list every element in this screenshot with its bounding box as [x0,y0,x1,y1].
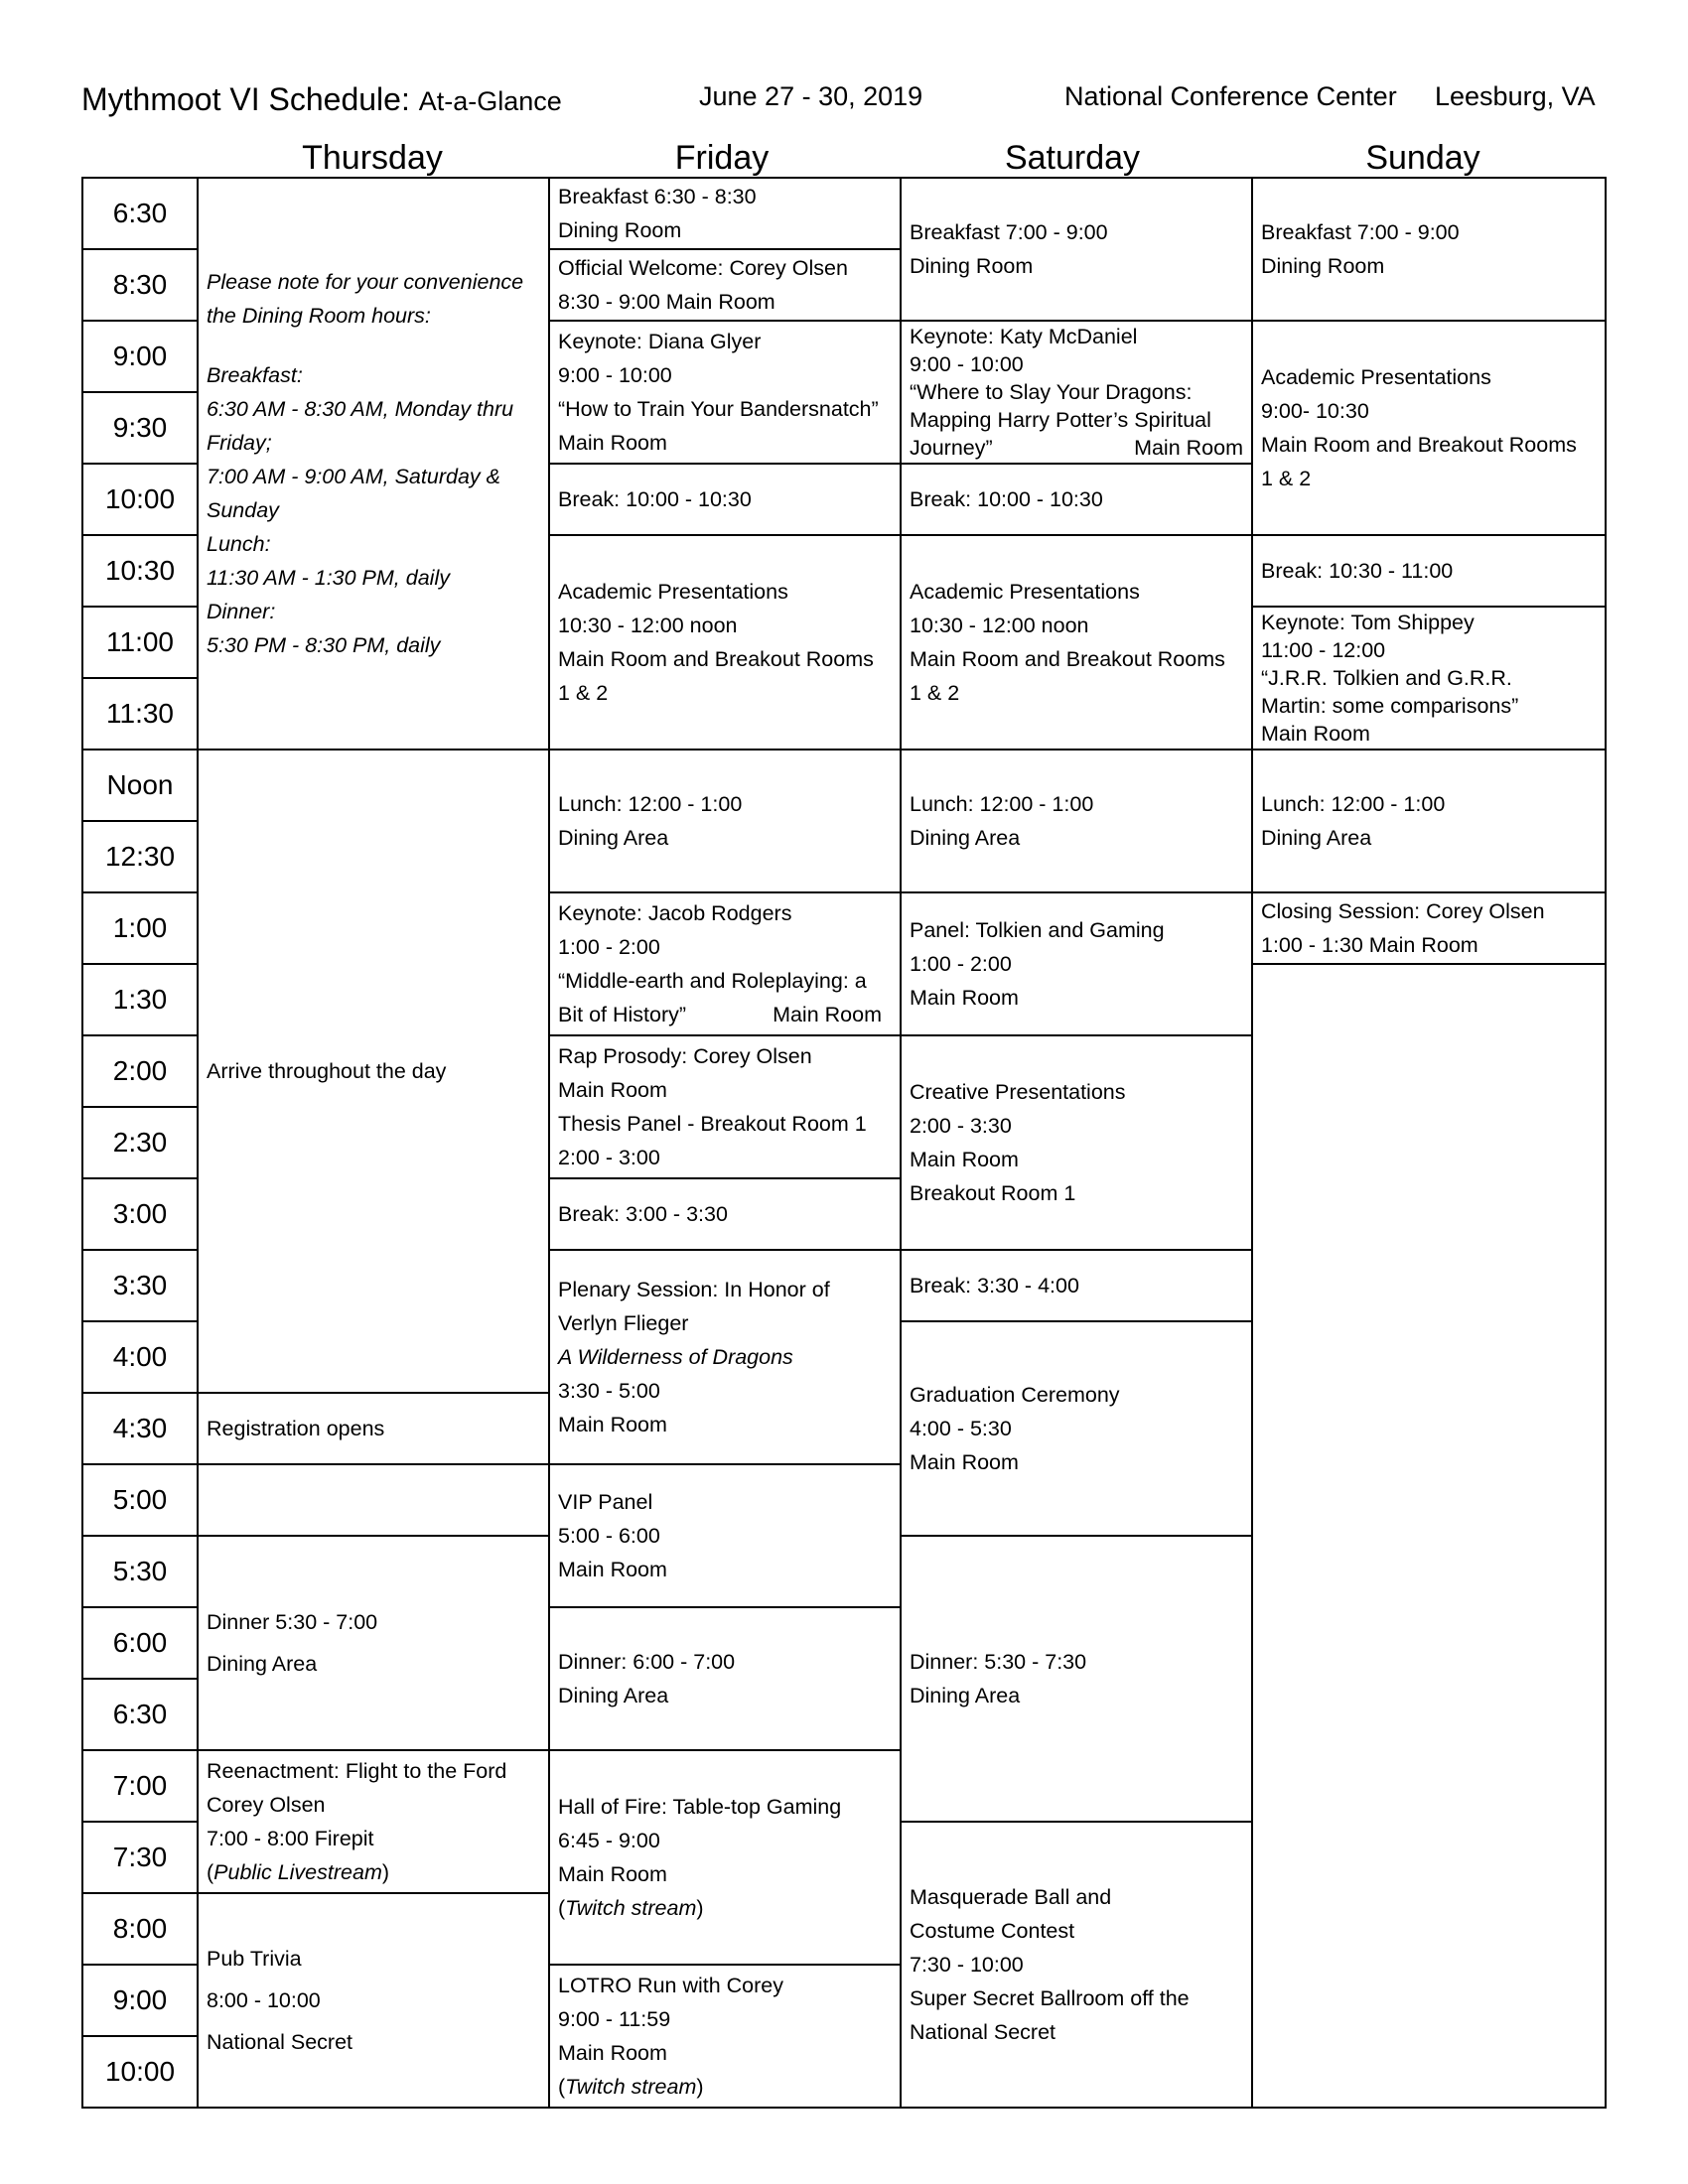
time-slot: 8:00 [81,1892,199,1966]
event-text: Pub Trivia [207,1947,302,1971]
event-text: Keynote: Tom Shippey [1261,611,1475,634]
event-text: “Where to Slay Your Dragons: [910,380,1193,404]
thursday-dining-note [197,177,550,751]
time-slot: 10:30 [81,534,199,608]
note-line: Sunday [207,498,279,522]
event-text: 1 & 2 [558,681,609,705]
note-line: Lunch: [207,532,271,556]
event-text [207,1855,540,1889]
event-text: Breakfast 6:30 - 8:30 [558,185,757,208]
saturday-breakfast [900,177,1253,322]
friday-dinner [548,1606,902,1751]
event-text: Dining Area [910,1684,1021,1707]
friday-keynote-glyer [548,320,902,465]
event-text: Dinner: 6:00 - 7:00 [558,1650,736,1674]
event-text: Dining Area [910,826,1021,850]
event-text: Dining Room [558,218,682,242]
event-text [558,2070,892,2104]
event-text: Keynote: Katy McDaniel [910,325,1138,348]
event-text: Break: 3:00 - 3:30 [558,1202,728,1226]
event-text: A Wilderness of Dragons [558,1345,793,1369]
event-text: 9:00 - 11:59 [558,2007,671,2031]
time-slot: 9:30 [81,391,199,465]
event-text: Rap Prosody: Corey Olsen [558,1044,812,1068]
sunday-closing [1251,891,1607,965]
time-slot: 9:00 [81,1964,199,2037]
note-line: the Dining Room hours: [207,304,431,328]
event-text: 10:30 - 12:00 noon [558,614,738,637]
time-slot: 4:00 [81,1320,199,1394]
event-text: Reenactment: Flight to the Ford [207,1759,507,1783]
event-text: 11:00 - 12:00 [1261,638,1386,662]
stream-note: Public Livestream [213,1860,382,1884]
sunday-breakfast [1251,177,1607,322]
event-text: Main Room [558,1558,667,1581]
event-dates: June 27 - 30, 2019 [699,81,923,111]
event-text: Keynote: Diana Glyer [558,330,762,353]
time-slot: 11:00 [81,606,199,679]
note-line: 7:00 AM - 9:00 AM, Saturday & [207,465,500,488]
event-text: Hall of Fire: Table-top Gaming [558,1795,842,1819]
event-text: Lunch: 12:00 - 1:00 [558,792,743,816]
saturday-break-2 [900,1249,1253,1322]
event-text: Main Room and Breakout Rooms [910,647,1225,671]
saturday-keynote-mcdaniel [900,320,1253,465]
event-text [558,1891,892,1925]
time-slot: 8:30 [81,248,199,322]
day-header-friday: Friday [674,139,770,177]
event-text: Verlyn Flieger [558,1311,689,1335]
stream-note: Twitch stream [565,2075,697,2099]
event-text: Main Room and Breakout Rooms [558,647,874,671]
event-text: Dinner 5:30 - 7:00 [207,1610,378,1634]
note-line: 6:30 AM - 8:30 AM, Monday thru [207,397,514,421]
saturday-masquerade [900,1821,1253,2109]
event-city: Leesburg, VA [1435,81,1596,111]
event-text: Super Secret Ballroom off the [910,1986,1190,2010]
event-text: Main Room [910,1148,1019,1171]
time-slot: 9:00 [81,320,199,393]
event-text: “How to Train Your Bandersnatch” [558,397,879,421]
saturday-creative [900,1034,1253,1251]
event-text: National Secret [910,2020,1055,2044]
friday-plenary [548,1249,902,1465]
thursday-dinner [197,1535,550,1751]
title-text: Mythmoot VI Schedule: [81,81,410,117]
event-text: “Middle-earth and Roleplaying: a [558,969,867,993]
event-text: 1:00 - 1:30 Main Room [1261,933,1478,957]
event-text: Registration opens [207,1417,385,1440]
event-text: Main Room [558,1078,667,1102]
event-text: 4:00 - 5:30 [910,1417,1012,1440]
event-text: Breakfast 7:00 - 9:00 [910,220,1108,244]
event-text: Main Room [558,1413,667,1436]
friday-rap-prosody [548,1034,902,1179]
event-text: 1:00 - 2:00 [558,935,660,959]
event-text: Corey Olsen [207,1793,326,1817]
event-text: Graduation Ceremony [910,1383,1120,1407]
event-text: Breakfast 7:00 - 9:00 [1261,220,1460,244]
thursday-reenactment [197,1749,550,1894]
day-header-thursday: Thursday [302,139,443,177]
event-text: 1:00 - 2:00 [910,952,1012,976]
page-title [81,81,562,118]
note-line: Breakfast: [207,363,303,387]
event-text: Arrive throughout the day [207,1059,447,1083]
stream-note: Twitch stream [565,1896,697,1920]
note-line: 5:30 PM - 8:30 PM, daily [207,633,441,657]
event-text: 6:45 - 9:00 [558,1829,660,1852]
event-text [558,998,892,1031]
friday-academic [548,534,902,751]
title-subtitle: At-a-Glance [418,86,562,116]
event-text: Break: 10:00 - 10:30 [910,487,1103,511]
event-text: Main Room [1261,722,1370,746]
event-text: Academic Presentations [1261,365,1491,389]
event-text: LOTRO Run with Corey [558,1974,784,1997]
event-text: 1 & 2 [1261,467,1312,490]
talk-title-end: Bit of History” [558,1003,687,1026]
event-text: Official Welcome: Corey Olsen [558,256,848,280]
event-text: 1 & 2 [910,681,960,705]
time-slot: 6:30 [81,1678,199,1751]
event-text: 2:00 - 3:00 [558,1146,660,1169]
event-text: 9:00 - 10:00 [558,363,672,387]
event-text: Main Room [558,431,667,455]
saturday-break-1 [900,463,1253,536]
note-line: 11:30 AM - 1:30 PM, daily [207,566,450,590]
paren: ) [696,2075,704,2099]
sunday-empty-block [1251,963,1607,2109]
friday-lunch [548,749,902,893]
note-line: Dinner: [207,600,276,623]
event-text: Lunch: 12:00 - 1:00 [1261,792,1446,816]
saturday-panel [900,891,1253,1036]
time-slot: 12:30 [81,820,199,893]
event-text: 10:30 - 12:00 noon [910,614,1089,637]
event-text: VIP Panel [558,1490,653,1514]
day-header-sunday: Sunday [1365,139,1480,177]
event-text: 3:30 - 5:00 [558,1379,660,1403]
event-text: Dining Area [558,1684,669,1707]
event-text: Lunch: 12:00 - 1:00 [910,792,1094,816]
event-text: 8:30 - 9:00 Main Room [558,290,775,314]
time-slot: 7:30 [81,1821,199,1894]
event-text: Breakout Room 1 [910,1181,1076,1205]
schedule-grid [81,177,1607,2109]
saturday-academic [900,534,1253,751]
sunday-keynote-shippey [1251,606,1607,751]
day-header-saturday: Saturday [1004,139,1141,177]
event-text: Dining Room [1261,254,1385,278]
friday-break-1 [548,463,902,536]
event-text: 9:00 - 10:00 [910,352,1024,376]
friday-hall-of-fire [548,1749,902,1966]
event-text: Dining Room [910,254,1034,278]
event-text: 7:00 - 8:00 Firepit [207,1827,374,1850]
sunday-academic [1251,320,1607,536]
event-text: Academic Presentations [558,580,788,604]
event-text: Martin: some comparisons” [1261,694,1519,718]
event-text: 2:00 - 3:30 [910,1114,1012,1138]
time-slot: 1:00 [81,891,199,965]
time-slot: 3:30 [81,1249,199,1322]
saturday-lunch [900,749,1253,893]
saturday-graduation [900,1320,1253,1537]
event-text: Creative Presentations [910,1080,1126,1104]
saturday-dinner [900,1535,1253,1823]
event-text: Closing Session: Corey Olsen [1261,899,1545,923]
event-text: Main Room and Breakout Rooms [1261,433,1577,457]
note-line: Please note for your convenience [207,270,524,294]
friday-breakfast [548,177,902,250]
time-slot: 4:30 [81,1392,199,1465]
event-text [910,434,1243,462]
note-line: Friday; [207,431,272,455]
thursday-registration [197,1392,550,1465]
sunday-break-1 [1251,534,1607,608]
paren: ( [558,1896,566,1920]
event-text: Break: 10:30 - 11:00 [1261,559,1454,583]
sunday-lunch [1251,749,1607,893]
time-slot: 7:00 [81,1749,199,1823]
event-text: Panel: Tolkien and Gaming [910,918,1165,942]
friday-lotro-run [548,1964,902,2109]
time-slot: 11:30 [81,677,199,751]
event-text: Dining Area [558,826,669,850]
time-slot: 2:30 [81,1106,199,1179]
event-text: Dining Area [207,1652,318,1676]
paren: ) [696,1896,704,1920]
event-text: Main Room [910,1450,1019,1474]
room-label: Main Room [773,1003,882,1026]
friday-vip-panel [548,1463,902,1608]
friday-break-2 [548,1177,902,1251]
event-text: Dining Area [1261,826,1372,850]
event-text: Break: 3:30 - 4:00 [910,1274,1079,1297]
time-slot: 3:00 [81,1177,199,1251]
event-text: Main Room [910,986,1019,1010]
paren: ( [207,1860,214,1884]
time-slot: 1:30 [81,963,199,1036]
event-text: Masquerade Ball and [910,1885,1112,1909]
time-slot: 6:30 [81,177,199,250]
time-slot: 5:30 [81,1535,199,1608]
time-slot: 2:00 [81,1034,199,1108]
event-text: Mapping Harry Potter’s Spiritual [910,408,1211,432]
friday-welcome [548,248,902,322]
time-slot: 10:00 [81,463,199,536]
event-text: Academic Presentations [910,580,1140,604]
event-text: Thesis Panel - Breakout Room 1 [558,1112,867,1136]
event-text: Main Room [558,2041,667,2065]
event-text: Dinner: 5:30 - 7:30 [910,1650,1087,1674]
thursday-pub-trivia [197,1892,550,2109]
room-label: Main Room [1134,436,1243,460]
event-text: “J.R.R. Tolkien and G.R.R. [1261,666,1512,690]
thursday-empty-slot [197,1463,550,1537]
event-venue: National Conference Center [1064,81,1397,111]
event-text: 7:30 - 10:00 [910,1953,1024,1977]
event-text: Keynote: Jacob Rodgers [558,901,792,925]
talk-title-end: Journey” [910,436,993,460]
event-text: 8:00 - 10:00 [207,1988,321,2012]
event-text: Plenary Session: In Honor of [558,1278,830,1301]
time-slot: 10:00 [81,2035,199,2109]
time-slot: 5:00 [81,1463,199,1537]
event-text: Break: 10:00 - 10:30 [558,487,752,511]
event-text: 9:00- 10:30 [1261,399,1369,423]
time-slot: 6:00 [81,1606,199,1680]
time-slot: Noon [81,749,199,822]
event-text: 5:00 - 6:00 [558,1524,660,1548]
event-text: Costume Contest [910,1919,1075,1943]
event-text: Main Room [558,1862,667,1886]
friday-keynote-rodgers [548,891,902,1036]
event-text: National Secret [207,2030,352,2054]
paren: ) [381,1860,390,1884]
paren: ( [558,2075,566,2099]
thursday-arrive [197,749,550,1394]
